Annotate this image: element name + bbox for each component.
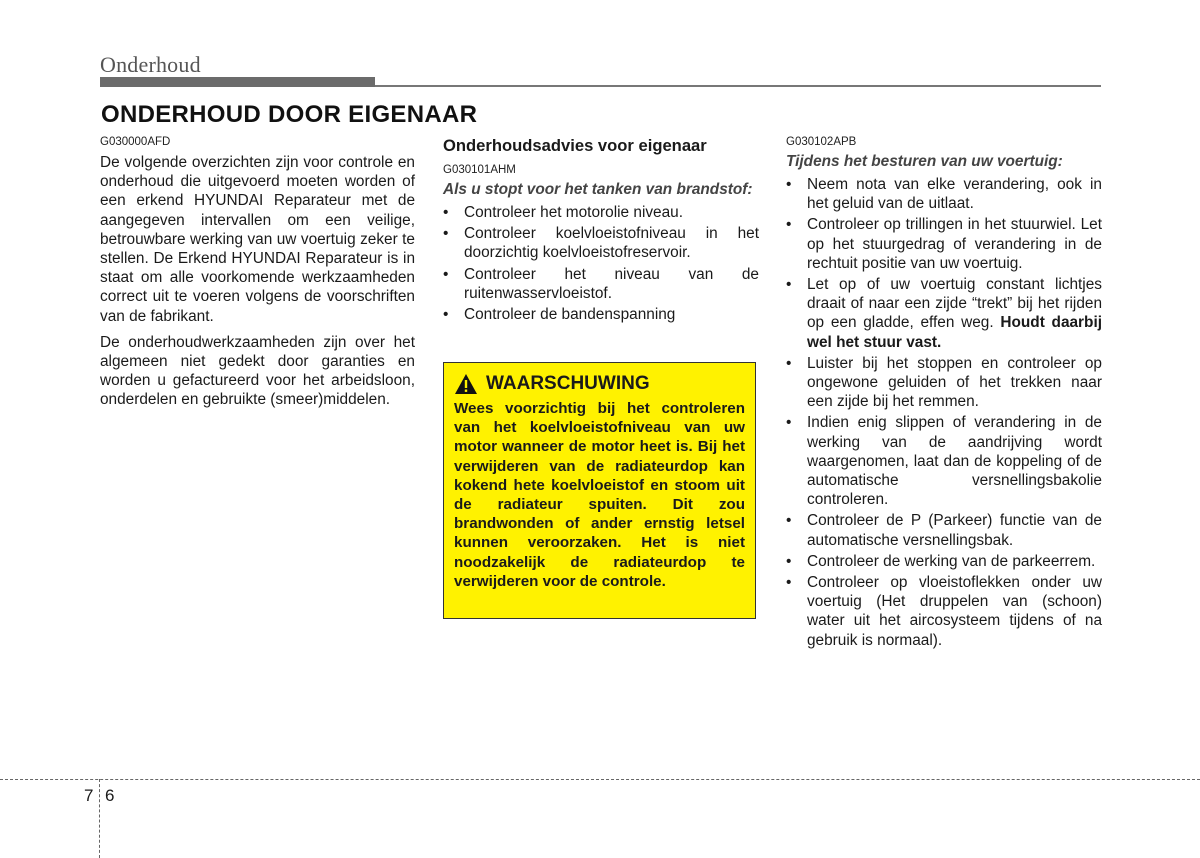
- section-code: G030102APB: [786, 136, 857, 148]
- footer-divider: [0, 779, 1200, 780]
- list-item: • Controleer het niveau van de ruitenwasservloeistof.: [443, 265, 759, 302]
- bullet-icon: •: [786, 216, 792, 234]
- warning-title: WAARSCHUWING: [486, 373, 650, 394]
- bullet-icon: •: [786, 552, 792, 570]
- list-item: • Indien enig slippen of verandering in de werking van de aandrijving wordt waargenomen, laat dan de koppeling of de automatische versnellingsbakolie controleren.: [786, 414, 1102, 509]
- column-while-driving: [786, 136, 1102, 652]
- bullet-icon: •: [786, 276, 792, 294]
- column-owner-advice: [443, 136, 759, 326]
- footer-page-divider: [99, 779, 100, 858]
- warning-box: [443, 362, 756, 619]
- intro-paragraph: De onderhoudwerkzaamheden zijn over het algemeen niet gedekt door garanties en worden u gefactureerd voor het arbeidsloon, onderdelen en gebruikte (smeer)middelen.: [100, 333, 415, 409]
- bullet-icon: •: [443, 204, 449, 221]
- list-item: • Luister bij het stoppen en controleer op ongewone geluiden of het trekken naar een zijde bij het remmen.: [786, 354, 1102, 411]
- bullet-icon: •: [786, 354, 792, 372]
- intro-paragraph: De volgende overzichten zijn voor controle en onderhoud die uitgevoerd moeten worden of een erkend HYUNDAI Reparateur met de aangegeven intervallen om een veilige, betrouwbare werking van uw voertuig zeker te stellen. De Erkend HYUNDAI Reparateur is in staat om alle voorkomende werkzaamheden correct uit te voeren volgens de voorschriften van de fabrikant.: [100, 154, 415, 325]
- bullet-icon: •: [786, 574, 792, 592]
- header-rule-thick: [100, 77, 375, 87]
- bullet-icon: •: [443, 265, 449, 283]
- list-item: • Controleer het motorolie niveau.: [443, 204, 684, 221]
- page-number: 6: [105, 786, 115, 805]
- bullet-icon: •: [443, 225, 449, 243]
- list-item: • Controleer de P (Parkeer) functie van de automatische versnellingsbak.: [786, 512, 1102, 549]
- list-item: • Controleer de werking van de parkeerrem.: [786, 552, 1096, 570]
- warning-text: Wees voorzichtig bij het controleren van het koelvloeistofniveau van uw motor wanneer de motor heet is. Bij het verwijderen van de radiateurdop kan kokend hete koelvloeistof en stoom uit de radiateur spuiten. Dit zou brandwonden of ander ernstig letsel kunnen veroorzaken. Het is niet noodzakelijk de radiateurdop te verwijderen voor de controle.: [454, 400, 745, 590]
- page-title: ONDERHOUD DOOR EIGENAAR: [101, 101, 478, 128]
- bullet-icon: •: [786, 414, 792, 432]
- chapter-number: 7: [84, 786, 94, 805]
- list-item: • Let op of uw voertuig constant lichtjes draait of naar een zijde “trekt” bij het rijden op een gladde, effen weg. Houdt daarbij wel het stuur vast.: [786, 276, 1103, 351]
- bullet-icon: •: [786, 512, 792, 530]
- refuel-checklist: [443, 203, 759, 324]
- list-item: • Controleer koelvloeistofniveau in het doorzichtig koelvloeistofreservoir.: [443, 225, 759, 262]
- column-intro: [100, 136, 415, 417]
- driving-checklist: [786, 175, 1102, 650]
- list-item: • Controleer op trillingen in het stuurwiel. Let op het stuurgedrag of verandering in de rechtuit positie van uw voertuig.: [786, 216, 1102, 272]
- bullet-icon: •: [443, 306, 449, 324]
- list-item: • Controleer de bandenspanning: [443, 306, 676, 324]
- list-item: • Neem nota van elke verandering, ook in het geluid van de uitlaat.: [786, 176, 1102, 213]
- list-item: • Controleer op vloeistoflekken onder uw voertuig (Het druppelen van (schoon) water uit het aircosysteem tijdens of na gebruik is normaal).: [786, 574, 1102, 649]
- warning-triangle-icon: [454, 373, 478, 395]
- refuel-subheading: Als u stopt voor het tanken van brandstof:: [443, 181, 753, 198]
- section-code: G030101AHM: [443, 164, 516, 176]
- driving-subheading: Tijdens het besturen van uw voertuig:: [786, 153, 1063, 170]
- warning-header: [454, 373, 745, 395]
- bold-note: Houdt daarbij wel het stuur vast.: [807, 314, 1103, 351]
- header-rule-thin: [375, 85, 1101, 87]
- bullet-icon: •: [786, 176, 792, 193]
- section-label: Onderhoud: [100, 52, 201, 77]
- section-heading: Onderhoudsadvies voor eigenaar: [443, 136, 707, 155]
- section-code: G030000AFD: [100, 136, 171, 148]
